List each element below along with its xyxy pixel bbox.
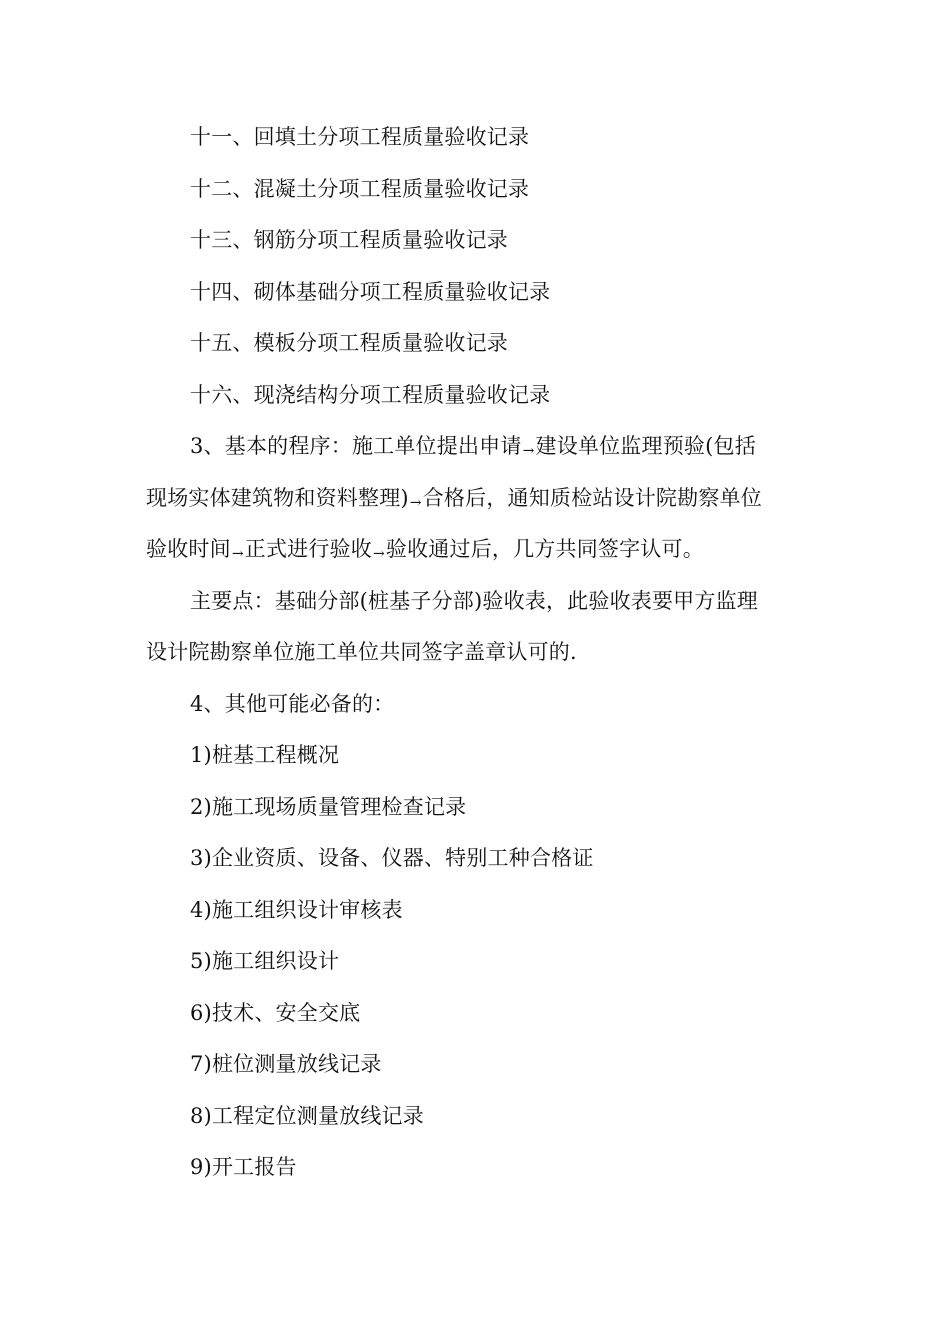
list-item: 十三、钢筋分项工程质量验收记录	[190, 228, 508, 252]
list-item: 十一、回填土分项工程质量验收记录	[190, 125, 530, 149]
procedure-text: 验收通过后，几方共同签字认可。	[385, 537, 704, 561]
procedure-text: 合格后，通知质检站设计院勘察单位	[422, 485, 762, 510]
list-item: 2)施工现场质量管理检查记录	[190, 794, 467, 819]
procedure-text: 3、基本的程序：施工单位提出申请	[190, 434, 522, 458]
list-item: 6)技术、安全交底	[190, 1000, 361, 1025]
list-item: 7)桩位测量放线记录	[190, 1052, 382, 1076]
list-item: 4)施工组织设计审核表	[190, 897, 403, 922]
procedure-line-2	[146, 473, 806, 525]
arrow-icon: →	[409, 494, 422, 511]
list-item: 8)工程定位测量放线记录	[190, 1103, 424, 1128]
key-points-line-1: 主要点：基础分部(桩基子分部)验收表，此验收表要甲方监理	[190, 588, 758, 613]
key-points-line-2: 设计院勘察单位施工单位共同签字盖章认可的.	[146, 640, 577, 664]
list-item: 5)施工组织设计	[190, 949, 340, 973]
list-item: 十四、砌体基础分项工程质量验收记录	[190, 279, 551, 304]
list-item: 十六、现浇结构分项工程质量验收记录	[190, 382, 551, 407]
list-item: 十五、模板分项工程质量验收记录	[190, 331, 508, 355]
arrow-icon: →	[522, 443, 535, 459]
procedure-line-1	[146, 421, 806, 473]
document-body	[146, 112, 806, 1194]
arrow-icon: →	[231, 546, 244, 562]
list-item: 9)开工报告	[190, 1155, 297, 1179]
procedure-text: 正式进行验收	[244, 537, 372, 561]
arrow-icon: →	[372, 546, 385, 562]
procedure-text: 建设单位监理预验(包括	[535, 434, 756, 458]
list-item: 3)企业资质、设备、仪器、特别工种合格证	[190, 846, 594, 870]
list-item: 十二、混凝土分项工程质量验收记录	[190, 176, 530, 201]
procedure-line-3	[146, 524, 806, 576]
procedure-text: 验收时间	[146, 537, 231, 561]
others-heading: 4、其他可能必备的：	[190, 691, 395, 716]
list-item: 1)桩基工程概况	[190, 743, 340, 767]
procedure-text: 现场实体建筑物和资料整理)	[146, 485, 409, 510]
